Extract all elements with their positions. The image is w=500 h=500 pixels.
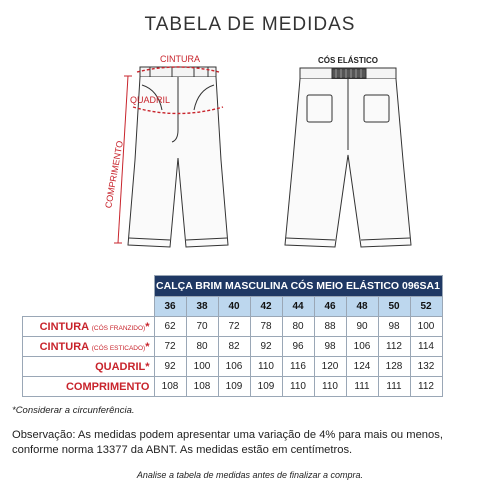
size-cell: 36 <box>154 297 186 317</box>
row-label-sub: (CÓS FRANZIDO) <box>91 324 146 332</box>
value-cell: 116 <box>282 357 314 377</box>
value-cell: 114 <box>410 337 442 357</box>
value-cell: 98 <box>378 317 410 337</box>
row-label-main: QUADRIL <box>95 360 146 373</box>
value-cell: 111 <box>378 377 410 397</box>
row-label <box>23 337 155 357</box>
value-cell: 78 <box>250 317 282 337</box>
value-cell: 132 <box>410 357 442 377</box>
value-cell: 70 <box>186 317 218 337</box>
value-cell: 80 <box>282 317 314 337</box>
value-cell: 82 <box>218 337 250 357</box>
row-label <box>23 357 155 377</box>
value-cell: 112 <box>378 337 410 357</box>
table-header: CALÇA BRIM MASCULINA CÓS MEIO ELÁSTICO 096SA1 <box>154 276 442 297</box>
pants-illustration <box>0 40 500 280</box>
size-cell: 42 <box>250 297 282 317</box>
value-cell: 92 <box>154 357 186 377</box>
size-cell: 40 <box>218 297 250 317</box>
row-label-mark: * <box>145 340 150 353</box>
value-cell: 109 <box>250 377 282 397</box>
size-cell: 48 <box>346 297 378 317</box>
table-row <box>23 317 443 337</box>
value-cell: 106 <box>346 337 378 357</box>
value-cell: 92 <box>250 337 282 357</box>
label-quadril: QUADRIL <box>129 95 171 105</box>
value-cell: 109 <box>218 377 250 397</box>
value-cell: 80 <box>186 337 218 357</box>
label-cintura: CINTURA <box>160 54 200 64</box>
size-table <box>22 275 443 397</box>
value-cell: 110 <box>250 357 282 377</box>
value-cell: 90 <box>346 317 378 337</box>
footer-note: Analise a tabela de medidas antes de finalizar a compra. <box>136 470 364 480</box>
table-row <box>23 357 443 377</box>
value-cell: 62 <box>154 317 186 337</box>
row-label <box>23 377 155 397</box>
row-label-main: CINTURA <box>39 340 89 353</box>
size-cell: 38 <box>186 297 218 317</box>
table-row <box>23 377 443 397</box>
value-cell: 110 <box>314 377 346 397</box>
row-label-main: CINTURA <box>39 320 89 333</box>
value-cell: 111 <box>346 377 378 397</box>
value-cell: 100 <box>186 357 218 377</box>
value-cell: 124 <box>346 357 378 377</box>
value-cell: 112 <box>410 377 442 397</box>
label-cos-elastico: CÓS ELÁSTICO <box>317 56 379 65</box>
size-cell: 52 <box>410 297 442 317</box>
row-label <box>23 317 155 337</box>
table-corner-blank <box>23 297 155 317</box>
value-cell: 100 <box>410 317 442 337</box>
back-pants-drawing <box>285 68 411 247</box>
value-cell: 108 <box>154 377 186 397</box>
value-cell: 120 <box>314 357 346 377</box>
circumference-note: *Considerar a circunferência. <box>12 405 135 416</box>
value-cell: 72 <box>218 317 250 337</box>
row-label-mark: * <box>145 360 150 373</box>
observation-text: Observação: As medidas podem apresentar uma variação de 4% para mais ou menos, conforme norma 13377 da ABNT. As medidas estão em centímetros. <box>12 429 443 456</box>
size-cell: 46 <box>314 297 346 317</box>
size-cell: 44 <box>282 297 314 317</box>
table-row <box>23 337 443 357</box>
size-cell: 50 <box>378 297 410 317</box>
value-cell: 106 <box>218 357 250 377</box>
row-label-sub: (CÓS ESTICADO) <box>91 344 146 352</box>
value-cell: 110 <box>282 377 314 397</box>
row-label-main: COMPRIMENTO <box>65 380 150 393</box>
front-pants-drawing <box>128 67 228 247</box>
value-cell: 108 <box>186 377 218 397</box>
table-corner-blank <box>23 276 155 297</box>
value-cell: 96 <box>282 337 314 357</box>
value-cell: 88 <box>314 317 346 337</box>
value-cell: 98 <box>314 337 346 357</box>
row-label-mark: * <box>145 320 150 333</box>
value-cell: 72 <box>154 337 186 357</box>
label-comprimento: COMPRIMENTO <box>103 139 125 210</box>
value-cell: 128 <box>378 357 410 377</box>
page-title: TABELA DE MEDIDAS <box>144 14 356 35</box>
